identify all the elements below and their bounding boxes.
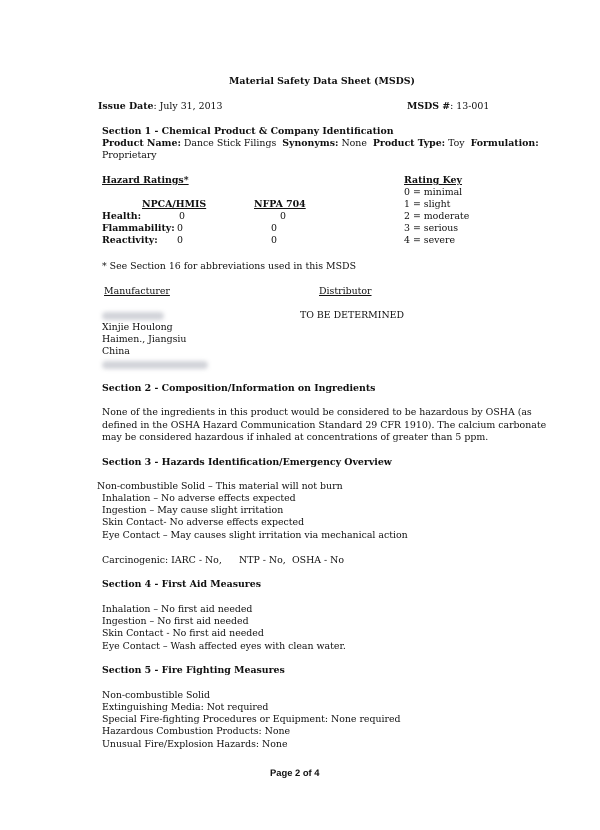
synonyms-label: Synonyms: [282, 138, 339, 149]
manufacturer-line: Xinjie Houlong [102, 322, 173, 333]
hazard-row-nfpa: 0 [271, 235, 277, 246]
redacted-text [102, 312, 164, 320]
rating-key-item: 3 = serious [404, 223, 459, 234]
section2-heading: Section 2 - Composition/Information on Ingredients [102, 383, 376, 394]
fire-line: Extinguishing Media: Not required [102, 702, 269, 713]
npca-header: NPCA/HMIS [142, 199, 207, 210]
first-aid-line: Inhalation – No first aid needed [102, 604, 253, 615]
hazard-row-nfpa: 0 [271, 223, 277, 234]
fire-line: Special Fire-fighting Procedures or Equipment: None required [102, 714, 401, 725]
carcinogenic-iarc: Carcinogenic: IARC - No, [102, 555, 222, 566]
section1-heading: Section 1 - Chemical Product & Company Identification [102, 126, 394, 137]
hazard-line: Eye Contact – May causes slight irritation via mechanical action [102, 530, 408, 541]
issue-date [98, 101, 222, 112]
first-aid-line: Ingestion – No first aid needed [102, 616, 249, 627]
manufacturer-line: Haimen., Jiangsiu [102, 334, 187, 345]
first-aid-line: Skin Contact - No first aid needed [102, 628, 264, 639]
carcinogenic-ntp: NTP - No, [239, 555, 286, 566]
document-title: Material Safety Data Sheet (MSDS) [229, 76, 415, 87]
manufacturer-line: China [102, 346, 130, 357]
footnote: * See Section 16 for abbreviations used in this MSDS [102, 261, 356, 272]
formulation-value: Proprietary [102, 150, 157, 161]
rating-key-item: 1 = slight [404, 199, 451, 210]
synonyms-value: None [341, 138, 367, 149]
hazard-row-npca: 0 [177, 235, 183, 246]
msds-number-value: : 13-001 [450, 101, 490, 112]
hazard-row-npca: 0 [179, 211, 185, 222]
distributor-value: TO BE DETERMINED [300, 310, 405, 321]
first-aid-line: Eye Contact – Wash affected eyes with clean water. [102, 641, 346, 652]
msds-number [407, 101, 489, 112]
product-line [102, 138, 539, 149]
product-name-value: Dance Stick Filings [183, 138, 277, 149]
hazard-line: Non-combustible Solid – This material will not burn [97, 481, 343, 492]
redacted-text [102, 361, 208, 369]
formulation-label: Formulation: [470, 138, 539, 149]
hazard-row-nfpa: 0 [280, 211, 286, 222]
rating-key-item: 0 = minimal [404, 187, 463, 198]
fire-line: Non-combustible Solid [102, 690, 211, 701]
product-name-label: Product Name: [102, 138, 181, 149]
hazard-row-label: Flammability: [102, 223, 175, 234]
distributor-label: Distributor [319, 286, 372, 297]
section3-heading: Section 3 - Hazards Identification/Emergency Overview [102, 457, 392, 468]
section4-heading: Section 4 - First Aid Measures [102, 579, 261, 590]
nfpa-header: NFPA 704 [254, 199, 306, 210]
fire-line: Hazardous Combustion Products: None [102, 726, 291, 737]
manufacturer-label: Manufacturer [104, 286, 170, 297]
section5-heading: Section 5 - Fire Fighting Measures [102, 665, 285, 676]
page-number: Page 2 of 4 [270, 767, 320, 778]
rating-key-label: Rating Key [404, 175, 462, 186]
hazard-ratings-label: Hazard Ratings* [102, 175, 189, 186]
product-type-label: Product Type: [372, 138, 446, 149]
hazard-row-label: Health: [102, 211, 142, 222]
hazard-row-label: Reactivity: [102, 235, 158, 246]
fire-line: Unusual Fire/Explosion Hazards: None [102, 739, 288, 750]
hazard-line: Skin Contact- No adverse effects expected [102, 517, 305, 528]
product-type-value: Toy [448, 138, 465, 149]
rating-key-item: 4 = severe [404, 235, 456, 246]
issue-date-value: : July 31, 2013 [153, 101, 223, 112]
rating-key-item: 2 = moderate [404, 211, 470, 222]
hazard-line: Inhalation – No adverse effects expected [102, 493, 296, 504]
section2-text: None of the ingredients in this product would be considered to be hazardous by OSHA (as defined in the OSHA Hazard Communication Standard 29 CFR 1910). The calcium carbonate may be considered hazardous if inhaled at concentrations of greater than 5 ppm. [102, 407, 547, 443]
hazard-line: Ingestion – May cause slight irritation [102, 505, 284, 516]
hazard-row-npca: 0 [177, 223, 183, 234]
msds-number-label: MSDS # [407, 101, 451, 112]
carcinogenic-osha: OSHA - No [292, 555, 345, 566]
issue-date-label: Issue Date [98, 101, 154, 112]
